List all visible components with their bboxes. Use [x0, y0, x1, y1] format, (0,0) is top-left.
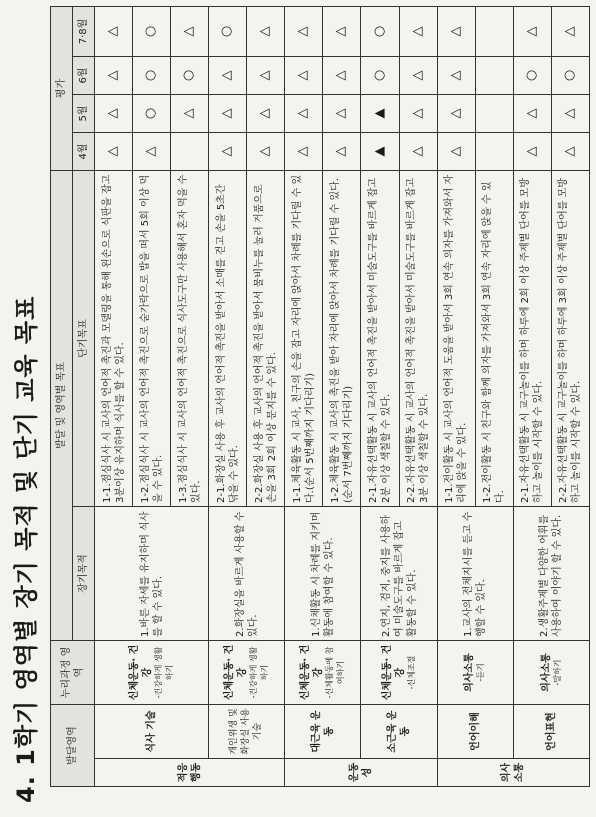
month-6: 6월: [73, 56, 95, 94]
eval-mark: ○: [209, 6, 247, 56]
short-goal: 2-1.자유선택활동 시 교사의 언어적 촉진을 받아서 미술도구를 바르게 잡고 2분 이상 색칠할 수 있다.: [361, 170, 399, 506]
nuri-main: 신체운동· 건강: [129, 644, 154, 701]
nuri-cell: [285, 640, 361, 704]
eval-mark: △: [171, 6, 209, 56]
nuri-cell: [209, 640, 285, 704]
nuri-main: 신체운동· 건강: [381, 644, 406, 701]
short-goal: 1-2.전이활동 시 친구와 함께 의자를 가져와서 3회 연속 자리에 앉을 수 있다.: [475, 170, 513, 506]
nuri-main: 의사소통: [464, 653, 476, 692]
area-adaptive: 적응 행동: [95, 759, 285, 787]
short-goal: 1-1.점심식사 시 교사의 언어적 촉진과 모델링을 통해 왼손으로 식판을 잡고 3분이상 유지하며 식사를 할 수 있다.: [95, 170, 133, 506]
eval-mark: △: [399, 56, 437, 94]
header-long: 장기목적: [73, 506, 95, 640]
long-goal: 1.신체활동 시 차례를 지키며 활동에 참여할 수 있다.: [285, 506, 361, 640]
eval-mark: △: [247, 56, 285, 94]
eval-mark: △: [209, 56, 247, 94]
eval-mark: △: [171, 94, 209, 132]
short-goal: 1-2.점심식사 시 교사의 언어적 촉진으로 숟가락으로 밥을 떠서 5회 이상 먹을 수 있다.: [133, 170, 171, 506]
short-goal: 2-2.자유선택활동 시 교구놀이를 하며 하루에 3회 이상 주제별 단어를 모방하고 놀이를 시작할 수 있다.: [551, 170, 589, 506]
eval-mark: △: [133, 132, 171, 170]
eval-mark: △: [399, 6, 437, 56]
short-goal: 1-1.체육활동 시 교사, 친구의 손을 잡고 자리에 앉아서 차례를 기다릴 수 있다.(순서 5번째까지 기다리기): [285, 170, 323, 506]
nuri-sub: -건강하게 생활하기: [154, 646, 174, 699]
nuri-cell: [513, 640, 589, 704]
short-goal: 2-1.화장실 사용 후 교사의 언어적 촉진을 받아서 소매를 걷고 손을 5초간 닦을 수 있다.: [209, 170, 247, 506]
eval-mark: △: [323, 6, 361, 56]
header-nuri: 누리과정 영역: [51, 640, 95, 704]
header-goals: 발달 및 영역별 목표: [51, 170, 73, 640]
nuri-sub: -듣기: [476, 663, 486, 682]
eval-mark: △: [95, 6, 133, 56]
area-gross-motor: 대근육 운동: [285, 704, 361, 758]
header-area: 발달영역: [51, 704, 95, 786]
eval-mark: △: [551, 94, 589, 132]
eval-mark: △: [323, 132, 361, 170]
eval-mark: △: [399, 94, 437, 132]
long-goal: 2.생활주제별 다양한 어휘를 사용하여 이야기 할 수 있다.: [513, 506, 589, 640]
area-eating: 식사 기술: [95, 704, 209, 758]
eval-mark: [475, 6, 513, 56]
area-fine-motor: 소근육 운동: [361, 704, 437, 758]
area-communication: 의사 소통: [437, 759, 589, 787]
area-language-comprehension: 언어이해: [437, 704, 513, 758]
eval-mark: △: [513, 94, 551, 132]
eval-mark: △: [285, 132, 323, 170]
eval-mark: △: [95, 94, 133, 132]
long-goal: 2.연지, 검지, 중지를 사용하여 미술도구를 바르게 잡고 활동할 수 있다.: [361, 506, 437, 640]
eval-mark: ▲: [361, 132, 399, 170]
eval-mark: ○: [133, 6, 171, 56]
area-motor: 운동성: [285, 759, 437, 787]
eval-mark: ○: [133, 94, 171, 132]
eval-mark: △: [437, 56, 475, 94]
eval-mark: △: [399, 132, 437, 170]
eval-mark: ○: [551, 56, 589, 94]
month-78: 7·8월: [73, 6, 95, 56]
header-eval: 평가: [51, 6, 73, 170]
nuri-cell: [95, 640, 209, 704]
nuri-sub: -신체조절: [406, 655, 416, 690]
area-hygiene: 개인위생 및 화장실 사용기술: [209, 704, 285, 758]
eval-mark: ○: [361, 6, 399, 56]
eval-mark: △: [247, 94, 285, 132]
month-5: 5월: [73, 94, 95, 132]
eval-mark: △: [513, 132, 551, 170]
short-goal: 1-2.체육활동 시 교사의 촉진을 받아 자리에 앉아서 차례를 기다릴 수 있다.(순서 7번째까지 기다리기): [323, 170, 361, 506]
nuri-cell: [437, 640, 513, 704]
eval-mark: ○: [133, 56, 171, 94]
short-goal: 1-1.전이활동 시 교사의 언어적 도움을 받아서 3회 연속 의자를 가져와서 자리에 앉을 수 있다.: [437, 170, 475, 506]
eval-mark: △: [209, 132, 247, 170]
eval-mark: ○: [171, 56, 209, 94]
eval-mark: △: [285, 56, 323, 94]
header-short: 단기목표: [73, 170, 95, 506]
goals-table: [50, 6, 590, 787]
eval-mark: [171, 132, 209, 170]
eval-mark: △: [513, 6, 551, 56]
eval-mark: △: [551, 132, 589, 170]
month-4: 4월: [73, 132, 95, 170]
short-goal: 1-3.점심식사 시 교사의 언어적 촉진으로 식사도구만 사용해서 혼자 먹을 수 있다.: [171, 170, 209, 506]
eval-mark: ▲: [361, 94, 399, 132]
long-goal: 1.바른 자세를 유지하며 식사를 할 수 있다.: [95, 506, 209, 640]
short-goal: 2-1.자유선택활동 시 교구놀이를 하며 하루에 2회 이상 주제별 단어를 모방하고 놀이를 시작할 수 있다.: [513, 170, 551, 506]
area-language-expression: 언어표현: [513, 704, 589, 758]
nuri-main: 의사소통: [540, 653, 552, 692]
long-goal: 1.교사의 전체지시를 듣고 수행할 수 있다.: [437, 506, 513, 640]
nuri-sub: -말하기: [552, 659, 562, 686]
page-title: 4. 1학기 영역별 장기 목적 및 단기 교육 목표: [12, 295, 40, 803]
eval-mark: △: [551, 6, 589, 56]
eval-mark: △: [437, 6, 475, 56]
eval-mark: △: [247, 6, 285, 56]
long-goal: 2.화장실을 바르게 사용할 수 있다.: [209, 506, 285, 640]
nuri-sub: -건강하게 생활하기: [249, 646, 269, 699]
eval-mark: [475, 94, 513, 132]
eval-mark: △: [437, 94, 475, 132]
short-goal: 2-2.자유선택활동 시 교사의 언어적 촉진을 받아서 미술도구를 바르게 잡고 3분 이상 색칠할 수 있다.: [399, 170, 437, 506]
nuri-sub: -신체활동에 참여하기: [325, 646, 345, 699]
eval-mark: △: [285, 6, 323, 56]
eval-mark: △: [247, 132, 285, 170]
nuri-main: 신체운동· 건강: [300, 644, 325, 701]
eval-mark: [475, 132, 513, 170]
eval-mark: △: [323, 94, 361, 132]
nuri-main: 신체운동· 건강: [224, 644, 249, 701]
eval-mark: ○: [361, 56, 399, 94]
eval-mark: △: [95, 132, 133, 170]
eval-mark: △: [285, 94, 323, 132]
eval-mark: △: [437, 132, 475, 170]
short-goal: 2-2.화장실 사용 후 교사의 언어적 촉진을 받아서 물비누를 눌러 거품으로 손을 3회 2회 이상 문지를 수 있다.: [247, 170, 285, 506]
nuri-cell: [361, 640, 437, 704]
eval-mark: [475, 56, 513, 94]
eval-mark: △: [323, 56, 361, 94]
eval-mark: ○: [513, 56, 551, 94]
eval-mark: △: [209, 94, 247, 132]
eval-mark: △: [95, 56, 133, 94]
